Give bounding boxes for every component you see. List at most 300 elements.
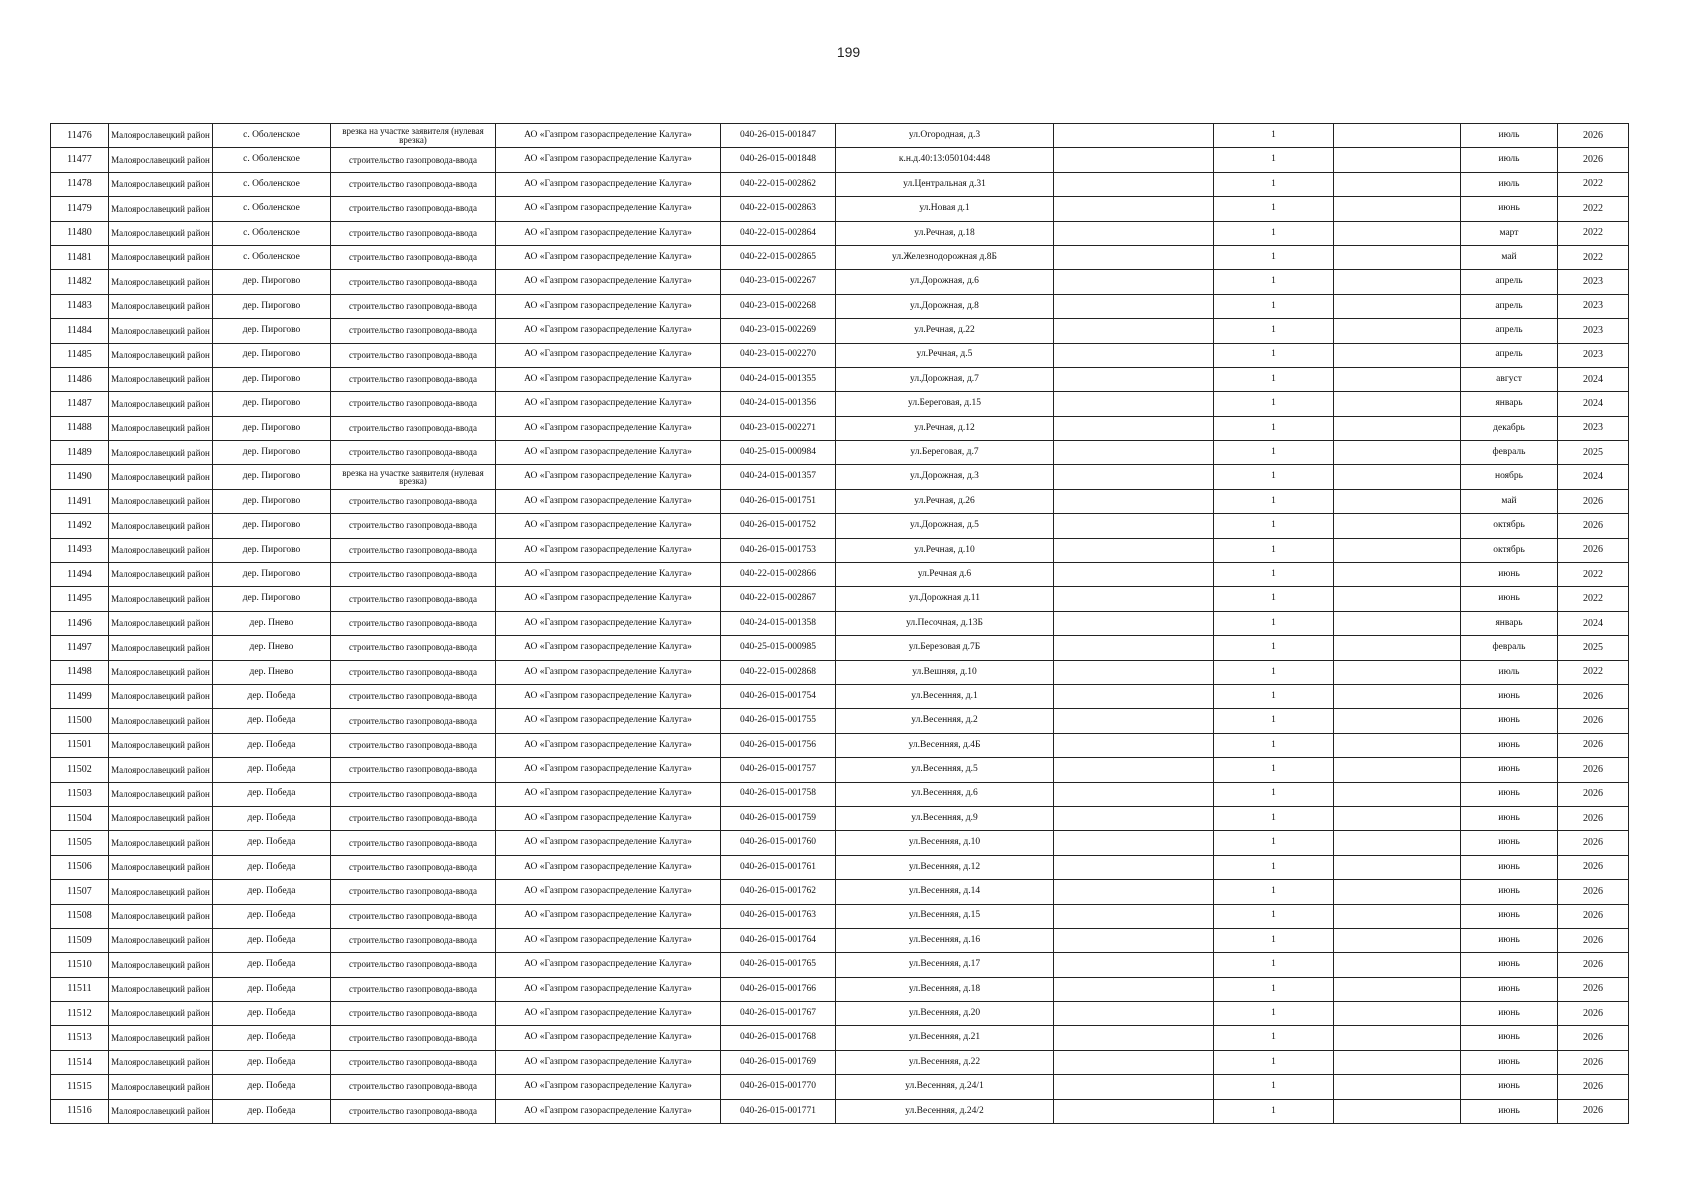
table-row	[51, 441, 1629, 465]
application-id-cell: 040-26-015-001765	[721, 953, 836, 977]
month-cell: март	[1461, 221, 1558, 245]
application-id-cell: 040-26-015-001848	[721, 148, 836, 172]
work-type-cell: строительство газопровода-ввода	[331, 392, 496, 416]
work-type-cell: строительство газопровода-ввода	[331, 441, 496, 465]
table-row	[51, 733, 1629, 757]
month-cell: май	[1461, 489, 1558, 513]
row-number-cell: 11495	[51, 587, 109, 611]
application-id-cell: 040-24-015-001356	[721, 392, 836, 416]
year-cell: 2024	[1558, 465, 1629, 489]
month-cell: ноябрь	[1461, 465, 1558, 489]
application-id-cell: 040-22-015-002863	[721, 197, 836, 221]
empty-cell	[1054, 416, 1214, 440]
work-type-cell: врезка на участке заявителя (нулевая врезка)	[331, 124, 496, 148]
empty-cell	[1334, 343, 1461, 367]
month-cell: январь	[1461, 611, 1558, 635]
work-type-cell: строительство газопровода-ввода	[331, 684, 496, 708]
settlement-cell: дер. Победа	[213, 733, 331, 757]
settlement-cell: дер. Пирогово	[213, 319, 331, 343]
table-row	[51, 245, 1629, 269]
row-number-cell: 11477	[51, 148, 109, 172]
table-row	[51, 611, 1629, 635]
quantity-cell: 1	[1214, 221, 1334, 245]
month-cell: июль	[1461, 148, 1558, 172]
application-id-cell: 040-26-015-001753	[721, 538, 836, 562]
district-cell: Малоярославецкий район	[109, 660, 213, 684]
empty-cell	[1054, 855, 1214, 879]
operator-cell: АО «Газпром газораспределение Калуга»	[496, 758, 721, 782]
settlement-cell: дер. Пирогово	[213, 367, 331, 391]
quantity-cell: 1	[1214, 514, 1334, 538]
month-cell: июнь	[1461, 904, 1558, 928]
quantity-cell: 1	[1214, 124, 1334, 148]
month-cell: август	[1461, 367, 1558, 391]
empty-cell	[1334, 465, 1461, 489]
quantity-cell: 1	[1214, 1050, 1334, 1074]
empty-cell	[1334, 611, 1461, 635]
work-type-cell: строительство газопровода-ввода	[331, 172, 496, 196]
year-cell: 2026	[1558, 977, 1629, 1001]
district-cell: Малоярославецкий район	[109, 392, 213, 416]
district-cell: Малоярославецкий район	[109, 1075, 213, 1099]
month-cell: июнь	[1461, 928, 1558, 952]
work-type-cell: строительство газопровода-ввода	[331, 660, 496, 684]
quantity-cell: 1	[1214, 441, 1334, 465]
address-cell: ул.Весенняя, д.1	[836, 684, 1054, 708]
application-id-cell: 040-26-015-001847	[721, 124, 836, 148]
district-cell: Малоярославецкий район	[109, 124, 213, 148]
empty-cell	[1334, 124, 1461, 148]
empty-cell	[1054, 684, 1214, 708]
row-number-cell: 11482	[51, 270, 109, 294]
district-cell: Малоярославецкий район	[109, 294, 213, 318]
quantity-cell: 1	[1214, 953, 1334, 977]
empty-cell	[1334, 294, 1461, 318]
operator-cell: АО «Газпром газораспределение Калуга»	[496, 172, 721, 196]
settlement-cell: дер. Победа	[213, 880, 331, 904]
district-cell: Малоярославецкий район	[109, 197, 213, 221]
work-type-cell: строительство газопровода-ввода	[331, 904, 496, 928]
work-type-cell: строительство газопровода-ввода	[331, 733, 496, 757]
year-cell: 2023	[1558, 270, 1629, 294]
settlement-cell: дер. Пирогово	[213, 465, 331, 489]
address-cell: ул.Дорожная, д.6	[836, 270, 1054, 294]
settlement-cell: дер. Пирогово	[213, 392, 331, 416]
work-type-cell: строительство газопровода-ввода	[331, 782, 496, 806]
table-row	[51, 563, 1629, 587]
quantity-cell: 1	[1214, 1099, 1334, 1123]
address-cell: ул.Весенняя, д.18	[836, 977, 1054, 1001]
operator-cell: АО «Газпром газораспределение Калуга»	[496, 319, 721, 343]
work-type-cell: строительство газопровода-ввода	[331, 1050, 496, 1074]
empty-cell	[1334, 245, 1461, 269]
address-cell: ул.Весенняя, д.22	[836, 1050, 1054, 1074]
operator-cell: АО «Газпром газораспределение Калуга»	[496, 782, 721, 806]
empty-cell	[1334, 855, 1461, 879]
operator-cell: АО «Газпром газораспределение Калуга»	[496, 416, 721, 440]
row-number-cell: 11486	[51, 367, 109, 391]
settlement-cell: дер. Пнево	[213, 611, 331, 635]
empty-cell	[1054, 343, 1214, 367]
settlement-cell: с. Оболенское	[213, 197, 331, 221]
row-number-cell: 11487	[51, 392, 109, 416]
month-cell: июнь	[1461, 587, 1558, 611]
empty-cell	[1054, 1026, 1214, 1050]
year-cell: 2026	[1558, 953, 1629, 977]
work-type-cell: врезка на участке заявителя (нулевая врезка)	[331, 465, 496, 489]
settlement-cell: дер. Победа	[213, 904, 331, 928]
row-number-cell: 11508	[51, 904, 109, 928]
application-id-cell: 040-25-015-000985	[721, 636, 836, 660]
table-row	[51, 660, 1629, 684]
operator-cell: АО «Газпром газораспределение Калуга»	[496, 392, 721, 416]
application-id-cell: 040-26-015-001771	[721, 1099, 836, 1123]
district-cell: Малоярославецкий район	[109, 416, 213, 440]
application-id-cell: 040-26-015-001766	[721, 977, 836, 1001]
month-cell: февраль	[1461, 441, 1558, 465]
settlement-cell: с. Оболенское	[213, 245, 331, 269]
empty-cell	[1334, 587, 1461, 611]
address-cell: ул.Весенняя, д.14	[836, 880, 1054, 904]
operator-cell: АО «Газпром газораспределение Калуга»	[496, 245, 721, 269]
empty-cell	[1334, 733, 1461, 757]
empty-cell	[1334, 441, 1461, 465]
empty-cell	[1334, 904, 1461, 928]
operator-cell: АО «Газпром газораспределение Калуга»	[496, 1075, 721, 1099]
year-cell: 2026	[1558, 1026, 1629, 1050]
work-type-cell: строительство газопровода-ввода	[331, 953, 496, 977]
settlement-cell: дер. Победа	[213, 1050, 331, 1074]
work-type-cell: строительство газопровода-ввода	[331, 538, 496, 562]
district-cell: Малоярославецкий район	[109, 880, 213, 904]
operator-cell: АО «Газпром газораспределение Калуга»	[496, 636, 721, 660]
month-cell: июль	[1461, 172, 1558, 196]
settlement-cell: дер. Победа	[213, 1026, 331, 1050]
settlement-cell: дер. Победа	[213, 855, 331, 879]
address-cell: ул.Железнодорожная д.8Б	[836, 245, 1054, 269]
table-row	[51, 953, 1629, 977]
row-number-cell: 11511	[51, 977, 109, 1001]
table-row	[51, 806, 1629, 830]
row-number-cell: 11490	[51, 465, 109, 489]
operator-cell: АО «Газпром газораспределение Калуга»	[496, 514, 721, 538]
application-id-cell: 040-22-015-002864	[721, 221, 836, 245]
address-cell: ул.Огородная, д.3	[836, 124, 1054, 148]
year-cell: 2023	[1558, 343, 1629, 367]
district-cell: Малоярославецкий район	[109, 1002, 213, 1026]
empty-cell	[1054, 221, 1214, 245]
row-number-cell: 11506	[51, 855, 109, 879]
application-id-cell: 040-26-015-001754	[721, 684, 836, 708]
year-cell: 2026	[1558, 855, 1629, 879]
operator-cell: АО «Газпром газораспределение Калуга»	[496, 124, 721, 148]
empty-cell	[1054, 172, 1214, 196]
year-cell: 2026	[1558, 1002, 1629, 1026]
address-cell: ул.Речная, д.22	[836, 319, 1054, 343]
month-cell: июнь	[1461, 1026, 1558, 1050]
district-cell: Малоярославецкий район	[109, 563, 213, 587]
work-type-cell: строительство газопровода-ввода	[331, 587, 496, 611]
address-cell: ул.Речная, д.26	[836, 489, 1054, 513]
quantity-cell: 1	[1214, 392, 1334, 416]
work-type-cell: строительство газопровода-ввода	[331, 758, 496, 782]
district-cell: Малоярославецкий район	[109, 1026, 213, 1050]
operator-cell: АО «Газпром газораспределение Калуга»	[496, 880, 721, 904]
empty-cell	[1334, 148, 1461, 172]
empty-cell	[1054, 806, 1214, 830]
year-cell: 2026	[1558, 928, 1629, 952]
empty-cell	[1334, 684, 1461, 708]
empty-cell	[1334, 197, 1461, 221]
address-cell: к.н.д.40:13:050104:448	[836, 148, 1054, 172]
row-number-cell: 11480	[51, 221, 109, 245]
application-id-cell: 040-23-015-002268	[721, 294, 836, 318]
address-cell: ул.Новая д.1	[836, 197, 1054, 221]
year-cell: 2026	[1558, 904, 1629, 928]
row-number-cell: 11512	[51, 1002, 109, 1026]
month-cell: апрель	[1461, 343, 1558, 367]
operator-cell: АО «Газпром газораспределение Калуга»	[496, 343, 721, 367]
address-cell: ул.Весенняя, д.2	[836, 709, 1054, 733]
settlement-cell: дер. Пирогово	[213, 489, 331, 513]
quantity-cell: 1	[1214, 709, 1334, 733]
address-cell: ул.Весенняя, д.10	[836, 831, 1054, 855]
quantity-cell: 1	[1214, 977, 1334, 1001]
operator-cell: АО «Газпром газораспределение Калуга»	[496, 806, 721, 830]
table-row	[51, 904, 1629, 928]
row-number-cell: 11499	[51, 684, 109, 708]
work-type-cell: строительство газопровода-ввода	[331, 709, 496, 733]
district-cell: Малоярославецкий район	[109, 782, 213, 806]
table-row	[51, 587, 1629, 611]
year-cell: 2022	[1558, 221, 1629, 245]
month-cell: июнь	[1461, 684, 1558, 708]
gas-connection-table	[50, 123, 1629, 1124]
address-cell: ул.Береговая, д.7	[836, 441, 1054, 465]
application-id-cell: 040-26-015-001763	[721, 904, 836, 928]
table-row	[51, 221, 1629, 245]
address-cell: ул.Дорожная, д.3	[836, 465, 1054, 489]
year-cell: 2022	[1558, 587, 1629, 611]
district-cell: Малоярославецкий район	[109, 611, 213, 635]
row-number-cell: 11497	[51, 636, 109, 660]
empty-cell	[1334, 538, 1461, 562]
address-cell: ул.Весенняя, д.15	[836, 904, 1054, 928]
application-id-cell: 040-25-015-000984	[721, 441, 836, 465]
empty-cell	[1334, 831, 1461, 855]
operator-cell: АО «Газпром газораспределение Калуга»	[496, 977, 721, 1001]
table-row	[51, 1075, 1629, 1099]
settlement-cell: дер. Победа	[213, 953, 331, 977]
row-number-cell: 11481	[51, 245, 109, 269]
application-id-cell: 040-26-015-001759	[721, 806, 836, 830]
row-number-cell: 11484	[51, 319, 109, 343]
operator-cell: АО «Газпром газораспределение Калуга»	[496, 489, 721, 513]
table-row	[51, 489, 1629, 513]
application-id-cell: 040-23-015-002267	[721, 270, 836, 294]
row-number-cell: 11494	[51, 563, 109, 587]
row-number-cell: 11485	[51, 343, 109, 367]
empty-cell	[1054, 270, 1214, 294]
empty-cell	[1334, 221, 1461, 245]
empty-cell	[1334, 1026, 1461, 1050]
application-id-cell: 040-26-015-001769	[721, 1050, 836, 1074]
empty-cell	[1334, 367, 1461, 391]
work-type-cell: строительство газопровода-ввода	[331, 563, 496, 587]
table-row	[51, 124, 1629, 148]
quantity-cell: 1	[1214, 563, 1334, 587]
address-cell: ул.Весенняя, д.24/1	[836, 1075, 1054, 1099]
year-cell: 2026	[1558, 733, 1629, 757]
row-number-cell: 11492	[51, 514, 109, 538]
empty-cell	[1054, 148, 1214, 172]
row-number-cell: 11496	[51, 611, 109, 635]
empty-cell	[1054, 489, 1214, 513]
work-type-cell: строительство газопровода-ввода	[331, 1099, 496, 1123]
quantity-cell: 1	[1214, 1026, 1334, 1050]
empty-cell	[1054, 660, 1214, 684]
application-id-cell: 040-26-015-001770	[721, 1075, 836, 1099]
empty-cell	[1054, 245, 1214, 269]
month-cell: июнь	[1461, 831, 1558, 855]
empty-cell	[1334, 758, 1461, 782]
table-row	[51, 684, 1629, 708]
empty-cell	[1054, 831, 1214, 855]
month-cell: декабрь	[1461, 416, 1558, 440]
operator-cell: АО «Газпром газораспределение Калуга»	[496, 465, 721, 489]
work-type-cell: строительство газопровода-ввода	[331, 416, 496, 440]
year-cell: 2026	[1558, 1050, 1629, 1074]
empty-cell	[1054, 441, 1214, 465]
empty-cell	[1334, 1002, 1461, 1026]
year-cell: 2026	[1558, 489, 1629, 513]
empty-cell	[1334, 489, 1461, 513]
row-number-cell: 11493	[51, 538, 109, 562]
quantity-cell: 1	[1214, 465, 1334, 489]
work-type-cell: строительство газопровода-ввода	[331, 928, 496, 952]
application-id-cell: 040-26-015-001758	[721, 782, 836, 806]
row-number-cell: 11483	[51, 294, 109, 318]
year-cell: 2023	[1558, 294, 1629, 318]
empty-cell	[1054, 197, 1214, 221]
application-id-cell: 040-24-015-001355	[721, 367, 836, 391]
table-row	[51, 294, 1629, 318]
settlement-cell: с. Оболенское	[213, 221, 331, 245]
quantity-cell: 1	[1214, 636, 1334, 660]
row-number-cell: 11515	[51, 1075, 109, 1099]
table-row	[51, 1026, 1629, 1050]
district-cell: Малоярославецкий район	[109, 343, 213, 367]
empty-cell	[1334, 636, 1461, 660]
district-cell: Малоярославецкий район	[109, 319, 213, 343]
district-cell: Малоярославецкий район	[109, 538, 213, 562]
district-cell: Малоярославецкий район	[109, 904, 213, 928]
district-cell: Малоярославецкий район	[109, 489, 213, 513]
month-cell: апрель	[1461, 294, 1558, 318]
district-cell: Малоярославецкий район	[109, 514, 213, 538]
table-row	[51, 465, 1629, 489]
quantity-cell: 1	[1214, 1075, 1334, 1099]
month-cell: июнь	[1461, 806, 1558, 830]
empty-cell	[1334, 1075, 1461, 1099]
empty-cell	[1054, 465, 1214, 489]
application-id-cell: 040-26-015-001752	[721, 514, 836, 538]
operator-cell: АО «Газпром газораспределение Калуга»	[496, 270, 721, 294]
settlement-cell: дер. Победа	[213, 831, 331, 855]
address-cell: ул.Дорожная, д.7	[836, 367, 1054, 391]
district-cell: Малоярославецкий район	[109, 587, 213, 611]
table-row	[51, 270, 1629, 294]
empty-cell	[1334, 514, 1461, 538]
empty-cell	[1054, 636, 1214, 660]
address-cell: ул.Весенняя, д.17	[836, 953, 1054, 977]
row-number-cell: 11488	[51, 416, 109, 440]
month-cell: июнь	[1461, 977, 1558, 1001]
table-row	[51, 197, 1629, 221]
table-row	[51, 782, 1629, 806]
operator-cell: АО «Газпром газораспределение Калуга»	[496, 221, 721, 245]
district-cell: Малоярославецкий район	[109, 806, 213, 830]
empty-cell	[1334, 806, 1461, 830]
row-number-cell: 11476	[51, 124, 109, 148]
address-cell: ул.Весенняя, д.24/2	[836, 1099, 1054, 1123]
operator-cell: АО «Газпром газораспределение Калуга»	[496, 684, 721, 708]
work-type-cell: строительство газопровода-ввода	[331, 367, 496, 391]
empty-cell	[1054, 392, 1214, 416]
year-cell: 2022	[1558, 660, 1629, 684]
address-cell: ул.Весенняя, д.6	[836, 782, 1054, 806]
empty-cell	[1334, 977, 1461, 1001]
application-id-cell: 040-26-015-001757	[721, 758, 836, 782]
quantity-cell: 1	[1214, 367, 1334, 391]
operator-cell: АО «Газпром газораспределение Калуга»	[496, 831, 721, 855]
month-cell: июнь	[1461, 563, 1558, 587]
address-cell: ул.Речная д.6	[836, 563, 1054, 587]
table-row	[51, 172, 1629, 196]
operator-cell: АО «Газпром газораспределение Калуга»	[496, 538, 721, 562]
application-id-cell: 040-26-015-001751	[721, 489, 836, 513]
work-type-cell: строительство газопровода-ввода	[331, 636, 496, 660]
application-id-cell: 040-22-015-002866	[721, 563, 836, 587]
year-cell: 2025	[1558, 636, 1629, 660]
quantity-cell: 1	[1214, 806, 1334, 830]
application-id-cell: 040-26-015-001755	[721, 709, 836, 733]
settlement-cell: дер. Победа	[213, 684, 331, 708]
empty-cell	[1334, 782, 1461, 806]
application-id-cell: 040-26-015-001767	[721, 1002, 836, 1026]
address-cell: ул.Весенняя, д.5	[836, 758, 1054, 782]
work-type-cell: строительство газопровода-ввода	[331, 855, 496, 879]
month-cell: апрель	[1461, 319, 1558, 343]
empty-cell	[1054, 563, 1214, 587]
year-cell: 2026	[1558, 1099, 1629, 1123]
empty-cell	[1054, 1075, 1214, 1099]
quantity-cell: 1	[1214, 904, 1334, 928]
settlement-cell: с. Оболенское	[213, 172, 331, 196]
table-row	[51, 758, 1629, 782]
row-number-cell: 11498	[51, 660, 109, 684]
empty-cell	[1334, 416, 1461, 440]
settlement-cell: дер. Пирогово	[213, 294, 331, 318]
month-cell: июнь	[1461, 733, 1558, 757]
district-cell: Малоярославецкий район	[109, 270, 213, 294]
operator-cell: АО «Газпром газораспределение Калуга»	[496, 928, 721, 952]
address-cell: ул.Весенняя, д.20	[836, 1002, 1054, 1026]
empty-cell	[1054, 319, 1214, 343]
address-cell: ул.Дорожная, д.8	[836, 294, 1054, 318]
operator-cell: АО «Газпром газораспределение Калуга»	[496, 148, 721, 172]
district-cell: Малоярославецкий район	[109, 1099, 213, 1123]
